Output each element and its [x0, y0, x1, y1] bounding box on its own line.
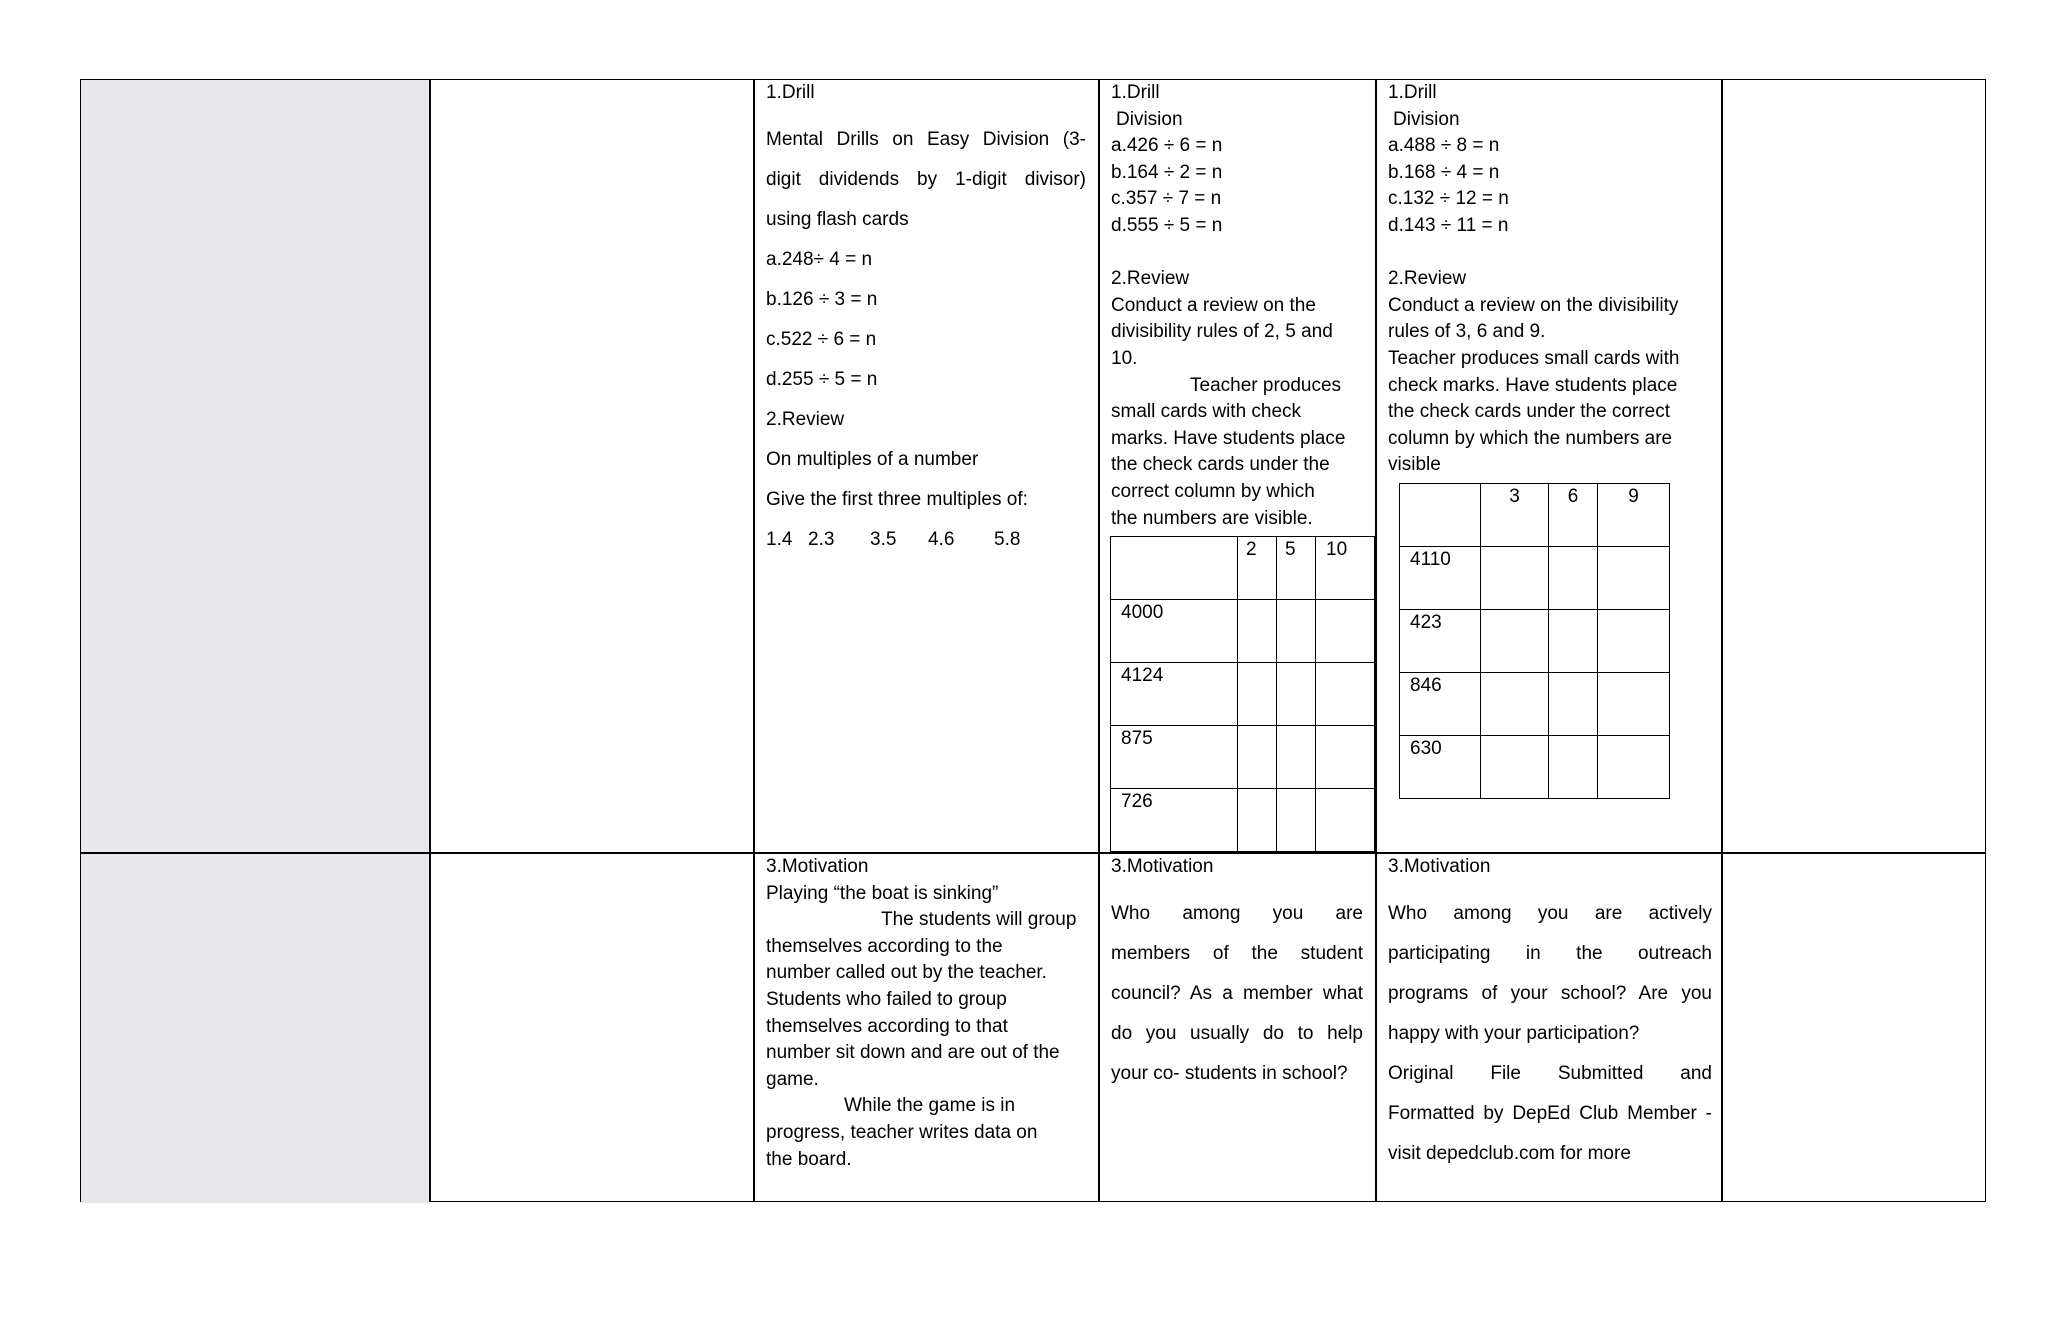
check-cell[interactable] — [1277, 600, 1316, 663]
motivation-heading: 3.Motivation — [766, 856, 869, 877]
check-cell[interactable] — [1598, 610, 1670, 673]
motivation-line: themselves according to that — [766, 1015, 1008, 1037]
table-number-cell: 4110 — [1400, 547, 1481, 610]
table-header-cell — [1111, 537, 1238, 600]
table-number-cell: 4124 — [1111, 663, 1238, 726]
check-cell[interactable] — [1238, 726, 1277, 789]
divisibility-check-table-3-6-9 — [1399, 483, 1670, 799]
drill-item: c.522 ÷ 6 = n — [766, 328, 877, 350]
motivation-line: Who among you are — [1111, 902, 1363, 924]
motivation-line: council? As a member what — [1111, 982, 1363, 1004]
table-row — [1400, 736, 1670, 799]
motivation-heading: 3.Motivation — [1111, 856, 1214, 877]
motivation-line: game. — [766, 1068, 819, 1090]
multiple-item: 5.8 — [994, 528, 1021, 550]
review-line: the check cards under the — [1111, 454, 1330, 476]
table-header-cell: 10 — [1316, 537, 1375, 600]
check-cell[interactable] — [1481, 736, 1549, 799]
drill-intro-line: Mental Drills on Easy Division (3- — [766, 128, 1086, 150]
review-prompt: Give the first three multiples of: — [766, 488, 1028, 510]
row-b-col-b — [766, 854, 1091, 1173]
multiple-item: 3.5 — [870, 528, 897, 550]
drill-heading: 1.Drill — [1388, 82, 1437, 103]
table-row — [1400, 610, 1670, 673]
check-cell[interactable] — [1238, 663, 1277, 726]
check-cell[interactable] — [1481, 547, 1549, 610]
review-line: the numbers are visible. — [1111, 507, 1313, 529]
review-heading: 2.Review — [1111, 268, 1190, 290]
row-a-col-b — [766, 80, 1086, 560]
motivation-line: themselves according to the — [766, 935, 1003, 957]
row-b-col-c — [1111, 854, 1363, 1094]
column-divider — [753, 80, 755, 1201]
motivation-line: The students will group — [881, 909, 1077, 931]
drill-item: a.488 ÷ 8 = n — [1388, 135, 1500, 157]
review-line: the check cards under the correct — [1388, 401, 1670, 423]
review-heading: 2.Review — [1388, 268, 1467, 290]
drill-item: b.126 ÷ 3 = n — [766, 288, 878, 310]
motivation-line: Formatted by DepEd Club Member - — [1388, 1102, 1712, 1124]
drill-intro-line: using flash cards — [766, 208, 909, 230]
table-row — [1111, 600, 1375, 663]
motivation-line: number sit down and are out of the — [766, 1042, 1060, 1064]
check-cell[interactable] — [1549, 736, 1598, 799]
motivation-line: Playing “the boat is sinking” — [766, 882, 999, 904]
drill-item: d.143 ÷ 11 = n — [1388, 214, 1509, 236]
multiples-list — [766, 520, 1086, 560]
check-cell[interactable] — [1549, 547, 1598, 610]
table-header-cell: 6 — [1549, 484, 1598, 547]
review-line: Teacher produces — [1190, 374, 1342, 396]
drill-sub: Division — [1393, 108, 1460, 130]
row-b-col-d — [1388, 854, 1712, 1174]
multiple-item: 4.6 — [928, 528, 955, 550]
motivation-line: progress, teacher writes data on — [766, 1121, 1038, 1143]
table-row — [1111, 726, 1375, 789]
motivation-line: Original File Submitted and — [1388, 1062, 1712, 1084]
review-line: marks. Have students place — [1111, 427, 1346, 449]
drill-heading: 1.Drill — [1111, 82, 1160, 103]
drill-item: c.132 ÷ 12 = n — [1388, 188, 1509, 210]
review-line: divisibility rules of 2, 5 and — [1111, 321, 1333, 343]
row-a-col-d — [1388, 80, 1718, 479]
review-line: 10. — [1111, 347, 1138, 369]
review-line: Teacher produces small cards with — [1388, 347, 1680, 369]
table-number-cell: 846 — [1400, 673, 1481, 736]
table-header-cell: 5 — [1277, 537, 1316, 600]
motivation-line: Who among you are actively — [1388, 902, 1712, 924]
check-cell[interactable] — [1481, 610, 1549, 673]
table-header-cell: 2 — [1238, 537, 1277, 600]
check-cell[interactable] — [1316, 726, 1375, 789]
check-cell[interactable] — [1598, 736, 1670, 799]
drill-item: d.255 ÷ 5 = n — [766, 368, 878, 390]
check-cell[interactable] — [1598, 547, 1670, 610]
table-header-cell — [1400, 484, 1481, 547]
divisibility-check-table-2-5-10 — [1110, 536, 1375, 852]
table-number-cell: 423 — [1400, 610, 1481, 673]
review-line: Conduct a review on the divisibility — [1388, 294, 1679, 316]
motivation-line: happy with your participation? — [1388, 1022, 1640, 1044]
drill-intro-line: digit dividends by 1-digit divisor) — [766, 168, 1086, 190]
review-line: Conduct a review on the — [1111, 294, 1316, 316]
motivation-line: members of the student — [1111, 942, 1363, 964]
check-cell[interactable] — [1238, 789, 1277, 852]
motivation-heading: 3.Motivation — [1388, 856, 1491, 877]
drill-item: b.168 ÷ 4 = n — [1388, 161, 1500, 183]
table-number-cell: 630 — [1400, 736, 1481, 799]
check-cell[interactable] — [1598, 673, 1670, 736]
table-number-cell: 4000 — [1111, 600, 1238, 663]
multiple-item: 2.3 — [808, 528, 835, 550]
review-line: check marks. Have students place — [1388, 374, 1678, 396]
table-number-cell: 875 — [1111, 726, 1238, 789]
drill-item: b.164 ÷ 2 = n — [1111, 161, 1223, 183]
column-divider — [1721, 80, 1723, 1201]
motivation-line: the board. — [766, 1148, 852, 1170]
motivation-line: While the game is in — [844, 1095, 1016, 1117]
check-cell[interactable] — [1481, 673, 1549, 736]
drill-item: c.357 ÷ 7 = n — [1111, 188, 1222, 210]
motivation-line: your co- students in school? — [1111, 1062, 1348, 1084]
drill-item: a.426 ÷ 6 = n — [1111, 135, 1223, 157]
check-cell[interactable] — [1549, 673, 1598, 736]
motivation-line: programs of your school? Are you — [1388, 982, 1712, 1004]
table-number-cell: 726 — [1111, 789, 1238, 852]
lesson-plan-table — [80, 79, 1986, 1202]
row-a-col-c — [1111, 80, 1369, 532]
table-row — [1400, 673, 1670, 736]
motivation-line: number called out by the teacher. — [766, 962, 1047, 984]
check-cell[interactable] — [1277, 663, 1316, 726]
drill-heading: 1.Drill — [766, 82, 815, 103]
table-header-cell: 9 — [1598, 484, 1670, 547]
drill-item: d.555 ÷ 5 = n — [1111, 214, 1223, 236]
motivation-line: participating in the outreach — [1388, 942, 1712, 964]
motivation-line: Students who failed to group — [766, 988, 1007, 1010]
review-line: column by which the numbers are — [1388, 427, 1673, 449]
review-topic: On multiples of a number — [766, 448, 979, 470]
check-cell[interactable] — [1277, 789, 1316, 852]
column-divider — [429, 80, 431, 1201]
motivation-line: do you usually do to help — [1111, 1022, 1363, 1044]
table-header-cell: 3 — [1481, 484, 1549, 547]
column-divider — [1098, 80, 1100, 1201]
check-cell[interactable] — [1316, 600, 1375, 663]
review-heading: 2.Review — [766, 408, 845, 430]
drill-item: a.248÷ 4 = n — [766, 248, 873, 270]
table-row — [1400, 547, 1670, 610]
check-cell[interactable] — [1549, 610, 1598, 673]
check-cell[interactable] — [1238, 600, 1277, 663]
check-cell[interactable] — [1316, 789, 1375, 852]
check-cell[interactable] — [1316, 663, 1375, 726]
motivation-line: visit depedclub.com for more — [1388, 1142, 1631, 1164]
review-line: rules of 3, 6 and 9. — [1388, 321, 1546, 343]
label-column-shade — [81, 80, 429, 1203]
review-line: visible — [1388, 454, 1441, 476]
column-divider — [1375, 80, 1377, 1201]
drill-sub: Division — [1116, 108, 1183, 130]
table-row — [1111, 789, 1375, 852]
multiple-item: 1.4 — [766, 528, 793, 550]
review-line: correct column by which — [1111, 480, 1315, 502]
table-row — [1111, 663, 1375, 726]
review-line: small cards with check — [1111, 401, 1302, 423]
check-cell[interactable] — [1277, 726, 1316, 789]
